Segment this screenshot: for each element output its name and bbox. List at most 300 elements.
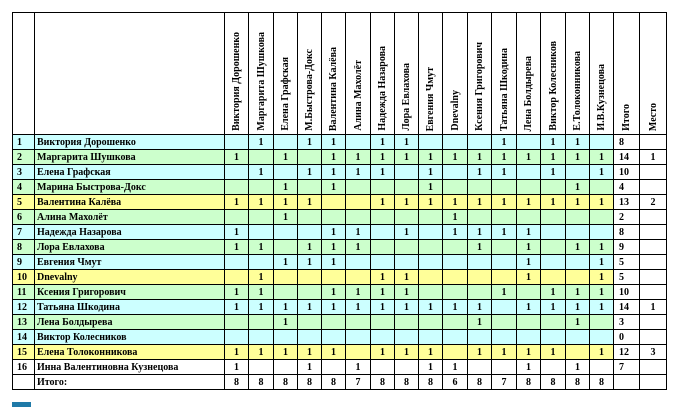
vote-cell: 1 <box>468 300 492 315</box>
vote-cell: 1 <box>274 180 298 195</box>
total-header-label: Итого <box>621 104 632 131</box>
vote-cell <box>419 210 443 225</box>
column-header-label: Елена Графская <box>280 57 291 131</box>
header-blank-name <box>35 13 225 135</box>
vote-cell <box>492 255 517 270</box>
vote-cell: 1 <box>517 300 541 315</box>
vote-cell: 1 <box>468 345 492 360</box>
row-number: 11 <box>13 285 35 300</box>
vote-cell <box>468 210 492 225</box>
vote-cell: 1 <box>322 180 346 195</box>
row-number: 3 <box>13 165 35 180</box>
column-total: 8 <box>468 375 492 390</box>
column-header <box>468 13 492 135</box>
vote-cell <box>541 225 566 240</box>
vote-cell: 1 <box>225 300 249 315</box>
column-total: 8 <box>517 375 541 390</box>
vote-cell: 1 <box>541 150 566 165</box>
column-total: 8 <box>322 375 346 390</box>
table-row <box>13 150 667 165</box>
vote-cell: 1 <box>395 270 419 285</box>
vote-cell <box>590 360 614 375</box>
vote-cell <box>371 210 395 225</box>
row-number: 13 <box>13 315 35 330</box>
vote-cell: 1 <box>541 135 566 150</box>
column-header-label: Лена Болдырева <box>523 55 534 131</box>
vote-cell <box>517 180 541 195</box>
vote-cell: 1 <box>371 345 395 360</box>
participant-name: Надежда Назарова <box>35 225 225 240</box>
vote-cell <box>541 255 566 270</box>
participant-name: Елена Графская <box>35 165 225 180</box>
row-total: 7 <box>614 360 640 375</box>
vote-cell: 1 <box>249 240 274 255</box>
vote-cell <box>517 135 541 150</box>
vote-cell: 1 <box>249 345 274 360</box>
row-total: 10 <box>614 165 640 180</box>
vote-cell <box>566 270 590 285</box>
row-place <box>640 360 667 375</box>
row-total: 14 <box>614 150 640 165</box>
vote-cell: 1 <box>395 300 419 315</box>
vote-cell <box>517 165 541 180</box>
vote-cell: 1 <box>346 165 371 180</box>
vote-cell: 1 <box>371 285 395 300</box>
table-row <box>13 270 667 285</box>
vote-cell: 1 <box>492 150 517 165</box>
vote-cell <box>541 315 566 330</box>
column-total: 7 <box>492 375 517 390</box>
participant-name: Виктор Колесников <box>35 330 225 345</box>
vote-cell: 1 <box>274 150 298 165</box>
column-header-label: Лора Евлахова <box>401 63 412 131</box>
vote-cell: 1 <box>541 165 566 180</box>
vote-cell: 1 <box>395 345 419 360</box>
participant-name: Виктория Дорошенко <box>35 135 225 150</box>
vote-cell <box>274 165 298 180</box>
row-place <box>640 255 667 270</box>
footer-total-blank <box>614 375 640 390</box>
vote-cell <box>249 225 274 240</box>
column-header <box>225 13 249 135</box>
vote-cell <box>395 330 419 345</box>
vote-cell: 1 <box>395 135 419 150</box>
row-place <box>640 330 667 345</box>
vote-cell <box>443 315 468 330</box>
row-place <box>640 285 667 300</box>
vote-cell <box>346 195 371 210</box>
column-header-label: Dnevalny <box>449 90 461 131</box>
vote-cell <box>590 330 614 345</box>
vote-cell <box>566 165 590 180</box>
vote-cell <box>346 270 371 285</box>
column-header <box>590 13 614 135</box>
vote-cell <box>541 240 566 255</box>
vote-cell <box>346 330 371 345</box>
vote-cell <box>225 330 249 345</box>
vote-cell: 1 <box>492 345 517 360</box>
vote-cell <box>395 360 419 375</box>
vote-cell <box>590 315 614 330</box>
vote-cell: 1 <box>249 135 274 150</box>
vote-cell: 1 <box>468 150 492 165</box>
vote-cell: 1 <box>322 345 346 360</box>
vote-cell <box>225 165 249 180</box>
table-row <box>13 345 667 360</box>
participant-name: Евгения Чмут <box>35 255 225 270</box>
vote-cell: 1 <box>468 315 492 330</box>
vote-cell <box>443 255 468 270</box>
vote-cell: 1 <box>443 210 468 225</box>
vote-cell <box>541 180 566 195</box>
vote-cell: 1 <box>541 345 566 360</box>
vote-cell: 1 <box>517 345 541 360</box>
column-header-label: Е.Толоконникова <box>572 51 583 131</box>
vote-cell: 1 <box>566 180 590 195</box>
vote-cell <box>443 135 468 150</box>
row-place <box>640 165 667 180</box>
vote-cell: 1 <box>590 165 614 180</box>
table-row <box>13 300 667 315</box>
vote-cell <box>322 315 346 330</box>
row-place: 1 <box>640 300 667 315</box>
vote-cell <box>419 255 443 270</box>
column-header <box>517 13 541 135</box>
footer-place-blank <box>640 375 667 390</box>
vote-cell: 1 <box>468 240 492 255</box>
column-total: 8 <box>419 375 443 390</box>
vote-cell <box>346 255 371 270</box>
vote-cell: 1 <box>468 165 492 180</box>
vote-cell: 1 <box>395 195 419 210</box>
table-row <box>13 135 667 150</box>
vote-cell <box>371 240 395 255</box>
vote-cell: 1 <box>590 285 614 300</box>
vote-cell: 1 <box>541 300 566 315</box>
column-total: 8 <box>225 375 249 390</box>
vote-cell: 1 <box>443 360 468 375</box>
vote-cell: 1 <box>566 150 590 165</box>
vote-cell <box>468 135 492 150</box>
vote-cell: 1 <box>541 195 566 210</box>
row-place <box>640 270 667 285</box>
participant-name: Алина Махолёт <box>35 210 225 225</box>
column-header-label: Евгения Чмут <box>425 66 436 131</box>
vote-cell <box>443 330 468 345</box>
vote-cell <box>225 255 249 270</box>
vote-cell <box>298 330 322 345</box>
column-header <box>346 13 371 135</box>
vote-cell: 1 <box>419 195 443 210</box>
row-number: 1 <box>13 135 35 150</box>
footer-blank <box>13 375 35 390</box>
vote-cell <box>419 315 443 330</box>
vote-cell: 1 <box>517 150 541 165</box>
vote-cell: 1 <box>395 150 419 165</box>
vote-cell: 1 <box>298 240 322 255</box>
vote-cell: 1 <box>298 255 322 270</box>
vote-cell: 1 <box>346 225 371 240</box>
table-row <box>13 255 667 270</box>
vote-cell <box>225 315 249 330</box>
row-number: 16 <box>13 360 35 375</box>
vote-cell <box>249 180 274 195</box>
participant-name: Инна Валентиновна Кузнецова <box>35 360 225 375</box>
participant-name: Лора Евлахова <box>35 240 225 255</box>
vote-cell: 1 <box>468 195 492 210</box>
vote-cell <box>517 315 541 330</box>
vote-cell: 1 <box>492 285 517 300</box>
vote-cell: 1 <box>249 165 274 180</box>
row-place <box>640 135 667 150</box>
vote-cell <box>419 270 443 285</box>
footer-row <box>13 375 667 390</box>
vote-cell <box>274 135 298 150</box>
total-header <box>614 13 640 135</box>
vote-cell <box>371 225 395 240</box>
row-place <box>640 240 667 255</box>
vote-cell: 1 <box>419 345 443 360</box>
vote-cell: 1 <box>298 165 322 180</box>
column-header-label: М.Быстрова-Докс <box>304 49 315 131</box>
vote-cell: 1 <box>225 150 249 165</box>
column-header <box>566 13 590 135</box>
vote-cell <box>274 240 298 255</box>
column-header <box>371 13 395 135</box>
participant-name: Лена Болдырева <box>35 315 225 330</box>
row-total: 5 <box>614 270 640 285</box>
vote-cell <box>517 330 541 345</box>
vote-cell: 1 <box>443 195 468 210</box>
vote-cell <box>566 345 590 360</box>
vote-cell <box>492 315 517 330</box>
vote-cell <box>443 285 468 300</box>
place-header-label: Место <box>647 102 659 131</box>
sheet-tab-indicator[interactable] <box>12 402 31 407</box>
vote-cell: 1 <box>322 285 346 300</box>
row-number: 12 <box>13 300 35 315</box>
vote-cell <box>395 210 419 225</box>
vote-cell: 1 <box>517 195 541 210</box>
column-header-label: Татьяна Шкодина <box>498 48 510 131</box>
vote-cell <box>566 255 590 270</box>
vote-cell: 1 <box>322 150 346 165</box>
vote-cell: 1 <box>298 360 322 375</box>
vote-cell <box>492 270 517 285</box>
row-number: 7 <box>13 225 35 240</box>
vote-cell: 1 <box>517 270 541 285</box>
vote-cell: 1 <box>590 255 614 270</box>
vote-cell <box>298 270 322 285</box>
vote-cell <box>274 270 298 285</box>
vote-cell <box>395 315 419 330</box>
column-total: 6 <box>443 375 468 390</box>
vote-cell <box>274 225 298 240</box>
vote-cell <box>590 135 614 150</box>
row-total: 10 <box>614 285 640 300</box>
vote-cell: 1 <box>590 270 614 285</box>
vote-cell: 1 <box>371 150 395 165</box>
vote-cell <box>492 210 517 225</box>
column-header-label: Валентина Калёва <box>328 46 339 131</box>
vote-cell <box>468 330 492 345</box>
vote-cell: 1 <box>371 270 395 285</box>
vote-cell: 1 <box>346 150 371 165</box>
vote-cell <box>468 360 492 375</box>
vote-cell <box>492 360 517 375</box>
vote-cell <box>492 180 517 195</box>
vote-cell <box>322 270 346 285</box>
participant-name: Татьяна Шкодина <box>35 300 225 315</box>
vote-cell: 1 <box>322 135 346 150</box>
vote-cell <box>322 360 346 375</box>
vote-cell <box>274 285 298 300</box>
vote-cell: 1 <box>395 285 419 300</box>
vote-cell: 1 <box>249 270 274 285</box>
participant-name: Марина Быстрова-Докс <box>35 180 225 195</box>
vote-cell: 1 <box>492 225 517 240</box>
column-header <box>322 13 346 135</box>
row-number: 4 <box>13 180 35 195</box>
vote-cell <box>298 225 322 240</box>
table-row <box>13 240 667 255</box>
vote-cell: 1 <box>274 345 298 360</box>
participant-name: Елена Толоконникова <box>35 345 225 360</box>
row-total: 3 <box>614 315 640 330</box>
vote-cell <box>566 225 590 240</box>
vote-cell <box>346 315 371 330</box>
vote-cell <box>468 270 492 285</box>
vote-cell <box>249 150 274 165</box>
column-header <box>395 13 419 135</box>
vote-cell: 1 <box>322 300 346 315</box>
column-total: 8 <box>566 375 590 390</box>
row-total: 5 <box>614 255 640 270</box>
row-number: 2 <box>13 150 35 165</box>
row-total: 8 <box>614 135 640 150</box>
row-place <box>640 225 667 240</box>
vote-cell: 1 <box>249 195 274 210</box>
table-row <box>13 210 667 225</box>
vote-cell: 1 <box>517 225 541 240</box>
column-total: 8 <box>395 375 419 390</box>
row-number: 5 <box>13 195 35 210</box>
participant-name: Валентина Калёва <box>35 195 225 210</box>
row-number: 14 <box>13 330 35 345</box>
vote-cell <box>443 240 468 255</box>
vote-cell: 1 <box>517 240 541 255</box>
vote-cell: 1 <box>395 225 419 240</box>
vote-cell <box>371 255 395 270</box>
column-header-label: Виктор Колесников <box>547 41 559 131</box>
vote-cell: 1 <box>274 255 298 270</box>
column-header-label: Виктория Дорошенко <box>231 32 242 131</box>
column-header <box>249 13 274 135</box>
vote-cell <box>274 360 298 375</box>
vote-cell <box>419 225 443 240</box>
vote-cell: 1 <box>590 240 614 255</box>
vote-cell: 1 <box>274 300 298 315</box>
row-total: 14 <box>614 300 640 315</box>
vote-cell <box>322 210 346 225</box>
vote-cell <box>346 180 371 195</box>
row-total: 9 <box>614 240 640 255</box>
vote-cell <box>298 285 322 300</box>
vote-cell: 1 <box>590 345 614 360</box>
vote-cell: 1 <box>566 195 590 210</box>
table-row <box>13 225 667 240</box>
vote-cell <box>468 180 492 195</box>
table-row <box>13 180 667 195</box>
vote-cell <box>371 315 395 330</box>
vote-cell: 1 <box>274 315 298 330</box>
vote-cell: 1 <box>298 135 322 150</box>
column-header <box>492 13 517 135</box>
row-place <box>640 315 667 330</box>
vote-cell: 1 <box>443 225 468 240</box>
table-row <box>13 285 667 300</box>
column-total: 7 <box>346 375 371 390</box>
column-header <box>419 13 443 135</box>
vote-cell: 1 <box>298 195 322 210</box>
vote-cell: 1 <box>443 300 468 315</box>
vote-cell <box>541 330 566 345</box>
vote-cell <box>443 270 468 285</box>
column-total: 8 <box>249 375 274 390</box>
table-row <box>13 195 667 210</box>
row-number: 15 <box>13 345 35 360</box>
row-number: 8 <box>13 240 35 255</box>
vote-cell <box>541 270 566 285</box>
column-total: 8 <box>371 375 395 390</box>
header-blank-num <box>13 13 35 135</box>
row-number: 6 <box>13 210 35 225</box>
vote-cell: 1 <box>298 345 322 360</box>
vote-cell <box>395 180 419 195</box>
vote-cell <box>395 165 419 180</box>
row-place: 3 <box>640 345 667 360</box>
vote-cell: 1 <box>541 285 566 300</box>
vote-cell: 1 <box>274 195 298 210</box>
vote-cell <box>419 285 443 300</box>
vote-cell <box>566 330 590 345</box>
row-place <box>640 180 667 195</box>
vote-cell <box>225 270 249 285</box>
column-header <box>274 13 298 135</box>
vote-cell <box>590 225 614 240</box>
vote-cell: 1 <box>371 195 395 210</box>
vote-cell: 1 <box>566 315 590 330</box>
vote-cell <box>566 210 590 225</box>
vote-cell: 1 <box>468 225 492 240</box>
vote-cell <box>322 330 346 345</box>
row-total: 8 <box>614 225 640 240</box>
vote-cell: 1 <box>419 150 443 165</box>
participant-name: Dnevalny <box>35 270 225 285</box>
vote-cell: 1 <box>492 195 517 210</box>
vote-cell <box>541 360 566 375</box>
vote-cell <box>225 210 249 225</box>
vote-cell: 1 <box>346 300 371 315</box>
vote-cell: 1 <box>566 240 590 255</box>
vote-cell: 1 <box>346 285 371 300</box>
vote-cell: 1 <box>225 225 249 240</box>
row-number: 9 <box>13 255 35 270</box>
vote-cell <box>492 330 517 345</box>
vote-cell: 1 <box>346 240 371 255</box>
vote-cell <box>371 330 395 345</box>
row-total: 12 <box>614 345 640 360</box>
